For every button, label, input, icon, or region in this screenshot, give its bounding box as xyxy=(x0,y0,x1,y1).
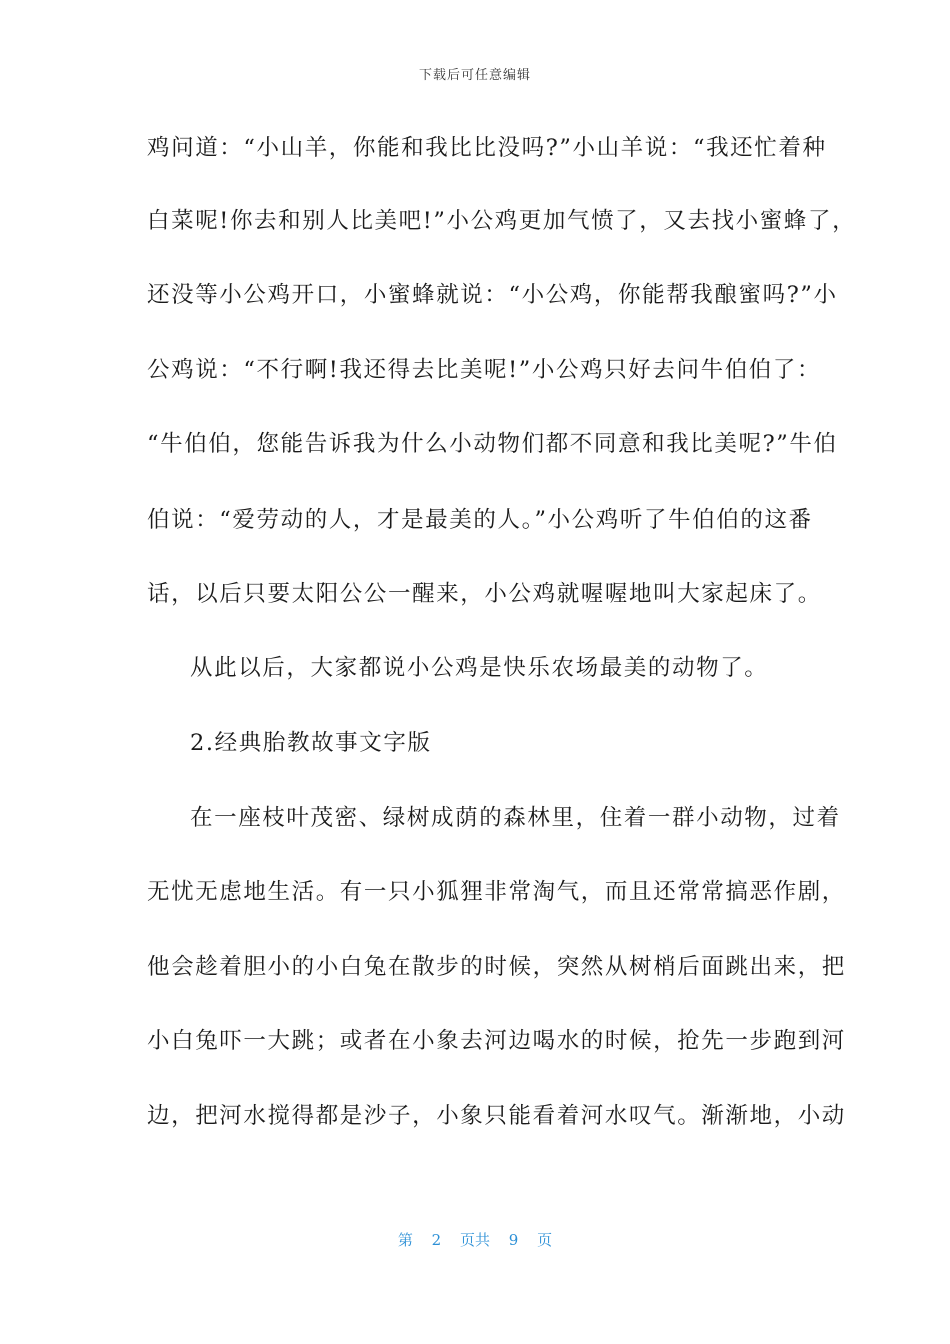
footer-current-page: 2 xyxy=(431,1231,442,1249)
text-line: 边，把河水搅得都是沙子，小象只能看着河水叹气。渐渐地，小动 xyxy=(147,1103,846,1129)
paragraph-first-line: 从此以后，大家都说小公鸡是快乐农场最美的动物了。 xyxy=(190,655,769,681)
text-line: 话，以后只要太阳公公一醒来，小公鸡就喔喔地叫大家起床了。 xyxy=(147,581,822,607)
text-line: 鸡问道：“小山羊，你能和我比比没吗?”小山羊说：“我还忙着种 xyxy=(147,135,827,161)
text-line: 白菜呢!你去和别人比美吧!”小公鸡更加气愤了，又去找小蜜蜂了， xyxy=(147,208,857,234)
text-line: 还没等小公鸡开口，小蜜蜂就说：“小公鸡，你能帮我酿蜜吗?”小 xyxy=(147,282,838,308)
page-footer xyxy=(0,1229,950,1250)
page-header: 下载后可任意编辑 xyxy=(418,68,531,83)
text-line: 他会趁着胆小的小白兔在散步的时候，突然从树梢后面跳出来，把 xyxy=(147,954,846,980)
footer-page-label: 第 xyxy=(397,1231,413,1249)
text-line: 无忧无虑地生活。有一只小狐狸非常淘气，而且还常常搞恶作剧， xyxy=(147,879,846,905)
footer-total-pages: 9 xyxy=(508,1231,519,1249)
text-line: 小白兔吓一大跳；或者在小象去河边喝水的时候，抢先一步跑到河 xyxy=(147,1028,846,1054)
footer-total-suffix: 页 xyxy=(537,1231,553,1249)
text-line: 伯说：“爱劳动的人，才是最美的人。”小公鸡听了牛伯伯的这番 xyxy=(147,507,813,533)
section-heading: 2.经典胎教故事文字版 xyxy=(190,730,432,756)
footer-total-prefix: 页共 xyxy=(459,1231,490,1249)
text-line: 公鸡说：“不行啊!我还得去比美呢!”小公鸡只好去问牛伯伯了： xyxy=(147,357,822,383)
paragraph-first-line: 在一座枝叶茂密、绿树成荫的森林里，住着一群小动物，过着 xyxy=(190,805,841,831)
text-line: “牛伯伯，您能告诉我为什么小动物们都不同意和我比美呢?”牛伯 xyxy=(147,431,838,457)
